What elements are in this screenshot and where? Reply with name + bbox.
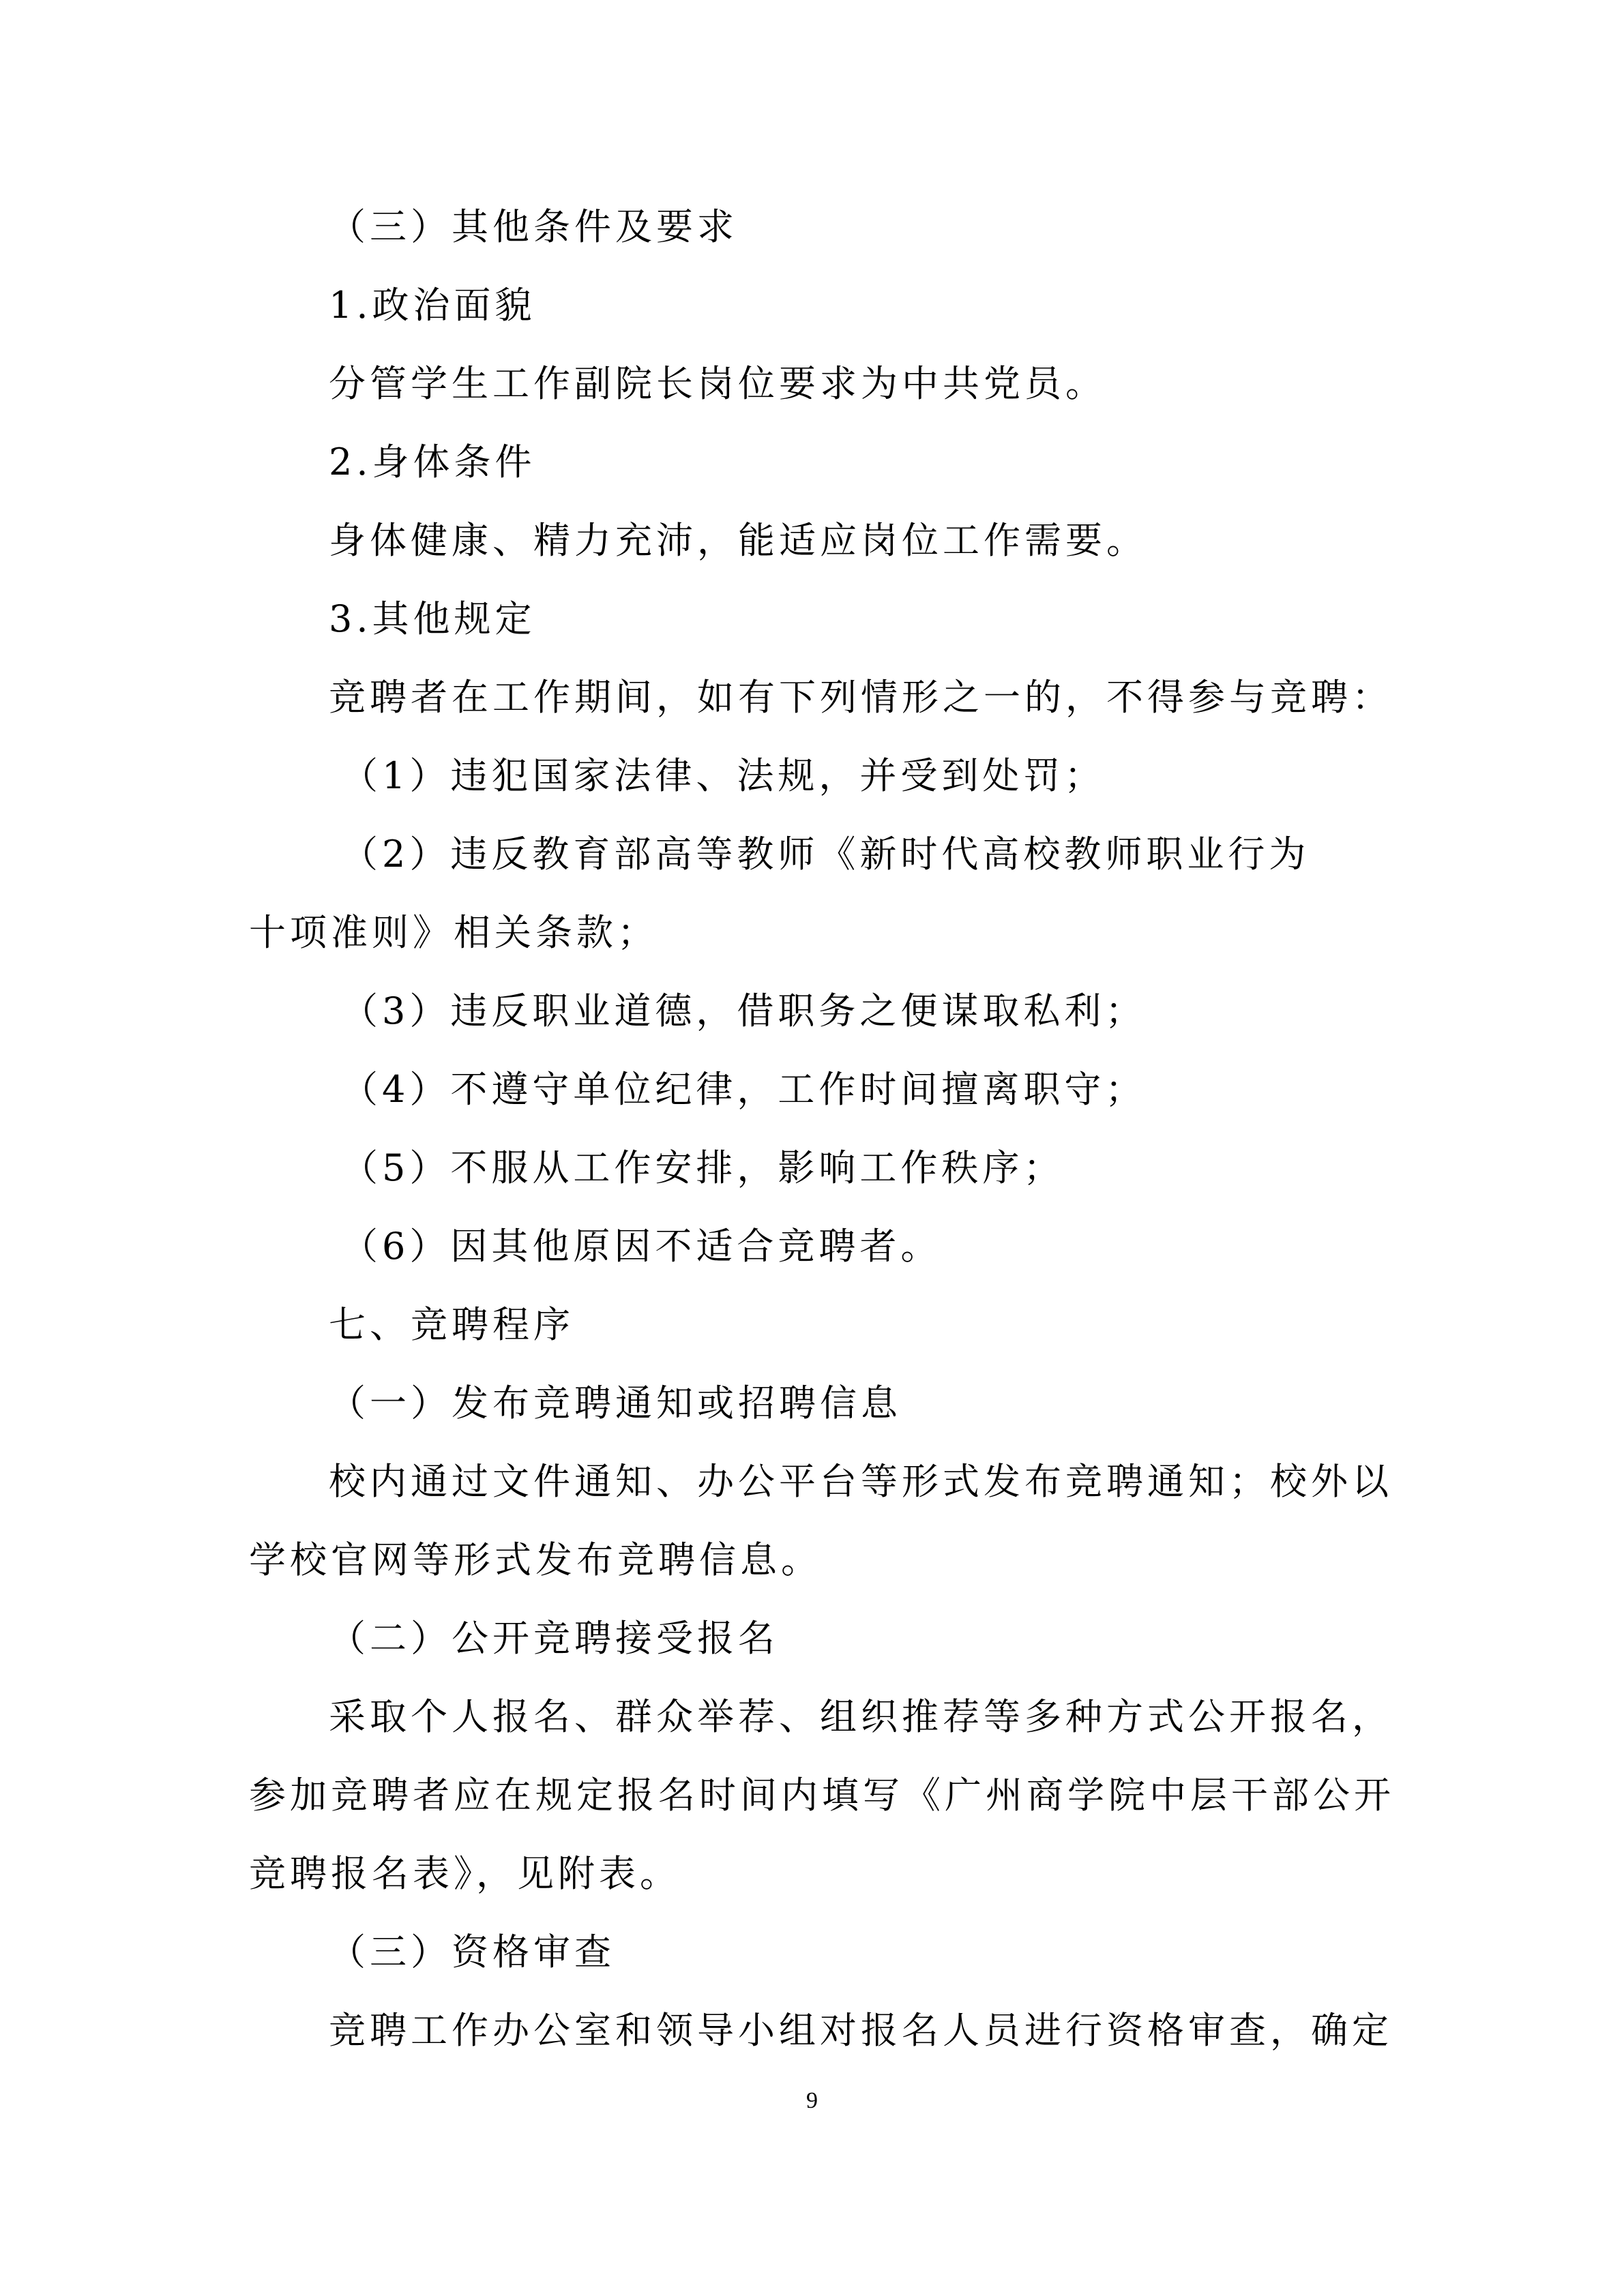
paragraph-line: 竞聘报名表》，见附表。 [249, 1852, 681, 1895]
page-number: 9 [806, 2088, 818, 2113]
list-item: （1）违犯国家法律、法规，并受到处罚； [341, 754, 1106, 797]
paragraph-line: 参加竞聘者应在规定报名时间内填写《广州商学院中层干部公开 [249, 1774, 1395, 1817]
list-item: （3）违反职业道德，借职务之便谋取私利； [341, 989, 1147, 1032]
section-heading-other-conditions: （三）其他条件及要求 [329, 205, 738, 248]
subheading-publish-notice: （一）发布竞聘通知或招聘信息 [329, 1382, 902, 1425]
list-item: （4）不遵守单位纪律，工作时间擅离职守； [341, 1068, 1147, 1111]
paragraph-line: 校内通过文件通知、办公平台等形式发布竞聘通知；校外以 [329, 1460, 1393, 1503]
subheading-qualification-review: （三）资格审查 [329, 1930, 615, 1973]
paragraph-line: 竞聘工作办公室和领导小组对报名人员进行资格审查，确定 [329, 2009, 1393, 2052]
subheading-registration: （二）公开竞聘接受报名 [329, 1617, 779, 1660]
subheading-physical-condition: 2.身体条件 [329, 441, 536, 483]
paragraph-line: 分管学生工作副院长岗位要求为中共党员。 [329, 362, 1106, 405]
subheading-political-status: 1.政治面貌 [329, 284, 536, 327]
paragraph-line: 竞聘者在工作期间，如有下列情形之一的，不得参与竞聘： [329, 676, 1393, 719]
list-item: （2）违反教育部高等教师《新时代高校教师职业行为 [341, 833, 1310, 876]
paragraph-line: 学校官网等形式发布竞聘信息。 [249, 1538, 822, 1581]
paragraph-line: 身体健康、精力充沛，能适应岗位工作需要。 [329, 519, 1147, 562]
list-item: （5）不服从工作安排，影响工作秩序； [341, 1146, 1065, 1189]
paragraph-line: 采取个人报名、群众举荐、组织推荐等多种方式公开报名， [329, 1695, 1393, 1738]
list-item: （6）因其他原因不适合竞聘者。 [341, 1225, 942, 1268]
subheading-other-rules: 3.其他规定 [329, 597, 536, 640]
section-heading-procedure: 七、竞聘程序 [329, 1303, 574, 1346]
list-item-continuation: 十项准则》相关条款； [249, 911, 658, 954]
